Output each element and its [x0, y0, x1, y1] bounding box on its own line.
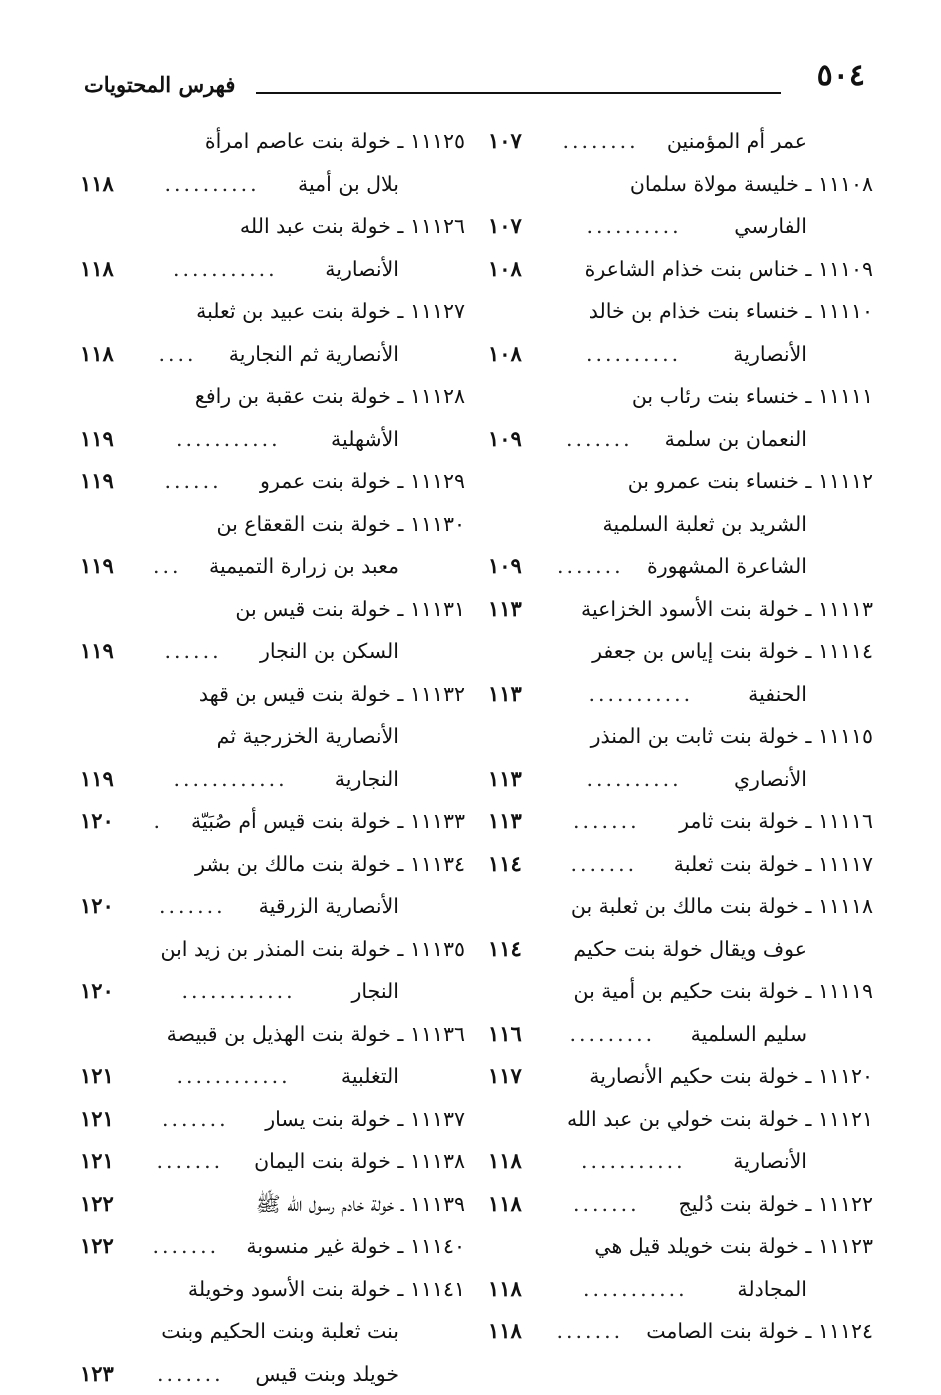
- index-entry: [488, 1310, 873, 1353]
- index-entry: [80, 545, 465, 588]
- index-entry: [80, 758, 465, 801]
- index-entry: [488, 758, 873, 801]
- index-entry: [488, 333, 873, 376]
- dot-leader: ......: [165, 460, 222, 503]
- entry-text: ١١١٢٨ ـ خولة بنت عقبة بن رافع: [195, 375, 465, 418]
- entry-page-number: ١١٨: [488, 1268, 522, 1311]
- entry-text: السكن بن النجار: [260, 630, 399, 673]
- index-entry: [488, 1055, 873, 1098]
- entry-page-number: ١٠٨: [488, 333, 522, 376]
- entry-text: ١١١١٠ ـ خنساء بنت خذام بن خالد: [589, 290, 873, 333]
- entry-text: ١١١٣٩ ـ خولة خادم رسول الله ﷺ: [256, 1183, 465, 1226]
- dot-leader: .......: [573, 800, 640, 843]
- entry-text: ١١١٢٩ ـ خولة بنت عمرو: [260, 460, 465, 503]
- entry-text: ١١١٢٧ ـ خولة بنت عبيد بن ثعلبة: [196, 290, 465, 333]
- entry-page-number: ١٢٠: [80, 885, 114, 928]
- entry-text: النجار: [351, 970, 399, 1013]
- entry-page-number: ١١٣: [488, 800, 522, 843]
- entry-page-number: ١١٨: [80, 333, 114, 376]
- entry-text: ١١١٠٩ ـ خناس بنت خذام الشاعرة: [585, 248, 873, 291]
- entry-page-number: ١١٨: [488, 1310, 522, 1353]
- entry-page-number: ١٠٩: [488, 418, 522, 461]
- entry-text: الأنصارية: [733, 1140, 807, 1183]
- entry-text: ١١١٢٥ ـ خولة بنت عاصم امرأة: [205, 120, 465, 163]
- dot-leader: ..........: [587, 205, 682, 248]
- index-entry: [80, 588, 465, 631]
- dot-leader: .......: [566, 418, 633, 461]
- entry-text: ١١١٣١ ـ خولة بنت قيس بن: [235, 588, 465, 631]
- index-entry: [80, 800, 465, 843]
- dot-leader: .......: [157, 1353, 224, 1395]
- entry-page-number: ١١٨: [80, 163, 114, 206]
- dot-leader: ............: [174, 758, 288, 801]
- index-entry: [488, 673, 873, 716]
- index-entry: [80, 1013, 465, 1056]
- entry-text: الشريد بن ثعلبة السلمية: [603, 503, 807, 546]
- index-entry: [488, 928, 873, 971]
- entry-text: الأنصاري: [734, 758, 807, 801]
- entry-text: ١١١٤١ ـ خولة بنت الأسود وخويلة: [188, 1268, 465, 1311]
- entry-text: ١١١٢٠ ـ خولة بنت حكيم الأنصارية: [589, 1055, 873, 1098]
- index-entry: [488, 885, 873, 928]
- entry-text: ١١١٣٤ ـ خولة بنت مالك بن بشر: [195, 843, 465, 886]
- index-entry: [80, 673, 465, 716]
- entry-text: النعمان بن سلمة: [665, 418, 807, 461]
- entry-text: ١١١١٣ ـ خولة بنت الأسود الخزاعية: [581, 588, 873, 631]
- index-entry: [80, 248, 465, 291]
- index-entry: [80, 418, 465, 461]
- entry-page-number: ١٢٢: [80, 1225, 114, 1268]
- index-entry: [488, 1013, 873, 1056]
- dot-leader: ....: [159, 333, 197, 376]
- entry-text: الأشهلية: [331, 418, 399, 461]
- index-entry: [80, 205, 465, 248]
- index-entry: [80, 333, 465, 376]
- index-entry: [80, 120, 465, 163]
- entry-text: ١١١١٥ ـ خولة بنت ثابت بن المنذر: [591, 715, 873, 758]
- dot-leader: .......: [573, 1183, 640, 1226]
- entry-page-number: ١١٨: [488, 1183, 522, 1226]
- index-entry: [80, 885, 465, 928]
- dot-leader: ...........: [583, 1268, 688, 1311]
- entry-page-number: ١١٣: [488, 758, 522, 801]
- entry-text: ١١١٣٧ ـ خولة بنت يسار: [265, 1098, 465, 1141]
- running-title: فهرس المحتويات: [84, 72, 235, 97]
- entry-text: الفارسي: [734, 205, 807, 248]
- index-entry: [80, 1310, 465, 1353]
- index-entry: [488, 800, 873, 843]
- index-entry: [488, 290, 873, 333]
- dot-leader: ..........: [587, 758, 682, 801]
- index-entry: [488, 970, 873, 1013]
- entry-page-number: ١١٤: [488, 928, 522, 971]
- dot-leader: ...: [153, 545, 182, 588]
- entry-text: ١١١١١ ـ خنساء بنت رئاب بن: [632, 375, 873, 418]
- dot-leader: .......: [153, 1225, 220, 1268]
- entry-text: الحنفية: [748, 673, 807, 716]
- index-entry: [80, 460, 465, 503]
- index-entry: [488, 163, 873, 206]
- dot-leader: ........: [563, 120, 639, 163]
- index-entry: [488, 588, 873, 631]
- entry-text: ١١١٣٣ ـ خولة بنت قيس أم صُبَيّة: [191, 800, 465, 843]
- index-entry: [80, 1268, 465, 1311]
- entry-page-number: ١٢١: [80, 1098, 114, 1141]
- entry-page-number: ١٢٣: [80, 1353, 114, 1395]
- dot-leader: ...........: [173, 248, 278, 291]
- index-entry: [488, 503, 873, 546]
- dot-leader: .......: [571, 843, 638, 886]
- entry-page-number: ١١٧: [488, 1055, 522, 1098]
- index-entry: [80, 163, 465, 206]
- index-entry: [488, 1268, 873, 1311]
- entry-text: الأنصارية: [325, 248, 399, 291]
- index-entry: [488, 1140, 873, 1183]
- entry-text: المجادلة: [737, 1268, 807, 1311]
- entry-text: عوف ويقال خولة بنت حكيم: [573, 928, 807, 971]
- dot-leader: .......: [159, 885, 226, 928]
- entry-text: ١١١٣٦ ـ خولة بنت الهذيل بن قبيصة: [167, 1013, 465, 1056]
- entry-text: ١١١٣٨ ـ خولة بنت اليمان: [254, 1140, 465, 1183]
- entry-page-number: ١٠٨: [488, 248, 522, 291]
- entry-text: بلال بن أمية: [298, 163, 399, 206]
- entry-text: ١١١٢٤ ـ خولة بنت الصامت: [646, 1310, 873, 1353]
- dot-leader: .......: [557, 1310, 624, 1353]
- index-entry: [488, 715, 873, 758]
- entry-page-number: ١١٩: [80, 418, 114, 461]
- entry-text: ١١١١٢ ـ خنساء بنت عمرو بن: [628, 460, 873, 503]
- entry-text: سليم السلمية: [691, 1013, 807, 1056]
- entry-text: عمر أم المؤمنين: [667, 120, 807, 163]
- index-entry: [488, 545, 873, 588]
- entry-text: معبد بن زرارة التميمية: [209, 545, 399, 588]
- index-entry: [488, 205, 873, 248]
- entry-text: ١١١٠٨ ـ خليسة مولاة سلمان: [630, 163, 873, 206]
- entry-text: ١١١٢١ ـ خولة بنت خولي بن عبد الله: [567, 1098, 873, 1141]
- entry-text: الأنصارية: [733, 333, 807, 376]
- entry-page-number: ١١٨: [488, 1140, 522, 1183]
- index-entry: [80, 928, 465, 971]
- index-entry: [80, 715, 465, 758]
- index-entry: [488, 460, 873, 503]
- index-entry: [80, 1140, 465, 1183]
- index-entry: [488, 1225, 873, 1268]
- index-column-left: [80, 120, 465, 1350]
- index-entry: [80, 843, 465, 886]
- dot-leader: ..........: [165, 163, 260, 206]
- index-column-right: [488, 120, 873, 1350]
- index-entry: [488, 1183, 873, 1226]
- entry-page-number: ١١٨: [80, 248, 114, 291]
- entry-page-number: ١١٣: [488, 588, 522, 631]
- entry-text: ١١١٤٠ ـ خولة غير منسوبة: [246, 1225, 465, 1268]
- entry-page-number: ١١٩: [80, 460, 114, 503]
- index-entry: [488, 248, 873, 291]
- dot-leader: ............: [177, 1055, 291, 1098]
- entry-text: الأنصارية ثم النجارية: [229, 333, 399, 376]
- dot-leader: ......: [165, 630, 222, 673]
- entry-text: التغلبية: [341, 1055, 399, 1098]
- index-entry: [80, 503, 465, 546]
- dot-leader: ............: [182, 970, 296, 1013]
- index-entry: [80, 970, 465, 1013]
- index-entry: [488, 843, 873, 886]
- entry-text: ١١١٣٠ ـ خولة بنت القعقاع بن: [216, 503, 465, 546]
- entry-text: ١١١٣٥ ـ خولة بنت المنذر بن زيد ابن: [160, 928, 465, 971]
- dot-leader: .......: [557, 545, 624, 588]
- entry-text: الأنصارية الخزرجية ثم: [217, 715, 399, 758]
- dot-leader: .........: [570, 1013, 656, 1056]
- entry-text: ١١١٢٢ ـ خولة بنت دُليج: [679, 1183, 873, 1226]
- index-entry: [80, 1098, 465, 1141]
- index-entry: [488, 1098, 873, 1141]
- entry-text: الشاعرة المشهورة: [647, 545, 807, 588]
- entry-page-number: ١١٩: [80, 758, 114, 801]
- entry-text: خويلد وبنت قيس: [255, 1353, 399, 1395]
- entry-page-number: ١٢١: [80, 1140, 114, 1183]
- entry-page-number: ١٠٧: [488, 205, 522, 248]
- header-rule: [256, 92, 781, 94]
- index-entry: [80, 1183, 465, 1226]
- entry-text: ١١١١٨ ـ خولة بنت مالك بن ثعلبة بن: [571, 885, 873, 928]
- entry-text: ١١١١٤ ـ خولة بنت إياس بن جعفر: [592, 630, 873, 673]
- index-entry: [80, 630, 465, 673]
- entry-page-number: ١٢٢: [80, 1183, 114, 1226]
- entry-text: ١١١٢٣ ـ خولة بنت خويلد قيل هي: [594, 1225, 873, 1268]
- dot-leader: ...........: [176, 418, 281, 461]
- entry-page-number: ١٠٧: [488, 120, 522, 163]
- index-entry: [80, 1055, 465, 1098]
- index-entry: [488, 418, 873, 461]
- dot-leader: .......: [157, 1140, 224, 1183]
- page-header: [78, 58, 871, 102]
- entry-page-number: ١١٩: [80, 545, 114, 588]
- entry-text: ١١١٢٦ ـ خولة بنت عبد الله: [240, 205, 465, 248]
- entry-page-number: ١١٩: [80, 630, 114, 673]
- entry-text: ١١١٣٢ ـ خولة بنت قيس بن قهد: [199, 673, 465, 716]
- dot-leader: ...........: [581, 1140, 686, 1183]
- entry-page-number: ١٢٠: [80, 800, 114, 843]
- index-entry: [488, 120, 873, 163]
- entry-text: النجارية: [335, 758, 399, 801]
- index-entry: [80, 375, 465, 418]
- page-number: ٥٠٤: [817, 58, 865, 93]
- entry-page-number: ١٢٠: [80, 970, 114, 1013]
- index-entry: [80, 1225, 465, 1268]
- index-entry: [488, 630, 873, 673]
- entry-text: بنت ثعلبة وبنت الحكيم وبنت: [161, 1310, 399, 1353]
- entry-page-number: ١١٣: [488, 673, 522, 716]
- entry-text: ١١١١٦ ـ خولة بنت ثامر: [679, 800, 873, 843]
- index-entry: [488, 375, 873, 418]
- entry-text: ١١١١٩ ـ خولة بنت حكيم بن أمية بن: [573, 970, 873, 1013]
- entry-page-number: ١٠٩: [488, 545, 522, 588]
- dot-leader: .......: [162, 1098, 229, 1141]
- entry-page-number: ١١٤: [488, 843, 522, 886]
- entry-text: الأنصارية الزرقية: [259, 885, 399, 928]
- entry-text: ١١١١٧ ـ خولة بنت ثعلبة: [674, 843, 873, 886]
- dot-leader: ..........: [586, 333, 681, 376]
- dot-leader: .: [154, 800, 164, 843]
- entry-page-number: ١٢١: [80, 1055, 114, 1098]
- index-entry: [80, 290, 465, 333]
- entry-page-number: ١١٦: [488, 1013, 522, 1056]
- dot-leader: ...........: [589, 673, 694, 716]
